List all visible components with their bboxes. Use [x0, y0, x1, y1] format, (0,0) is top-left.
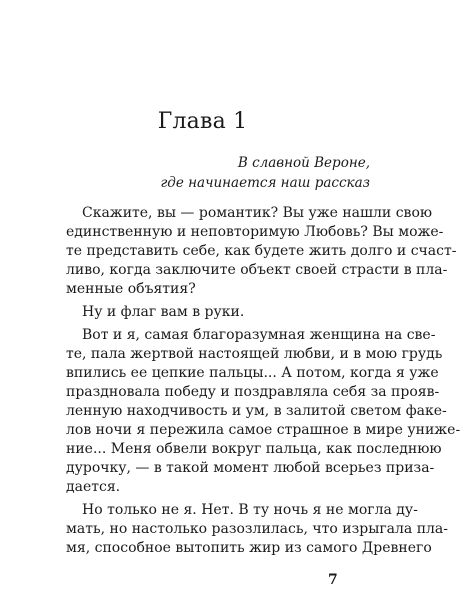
paragraph-line: менные объятия? — [66, 281, 196, 297]
paragraph-line: ленную находчивость и ум, в залитой светом факе- — [66, 403, 447, 419]
paragraph-line: Но только не я. Нет. В ту ночь я не могла ду- — [82, 502, 418, 518]
epigraph-line-1: В славной Вероне, — [237, 155, 370, 171]
paragraph-line: Ну и флаг вам в руки. — [82, 304, 245, 320]
paragraph-line: лов ночи я пережила самое страшное в мире униже- — [66, 422, 460, 438]
paragraph-line: Вот и я, самая благоразумная женщина на све- — [82, 327, 436, 343]
page-number: 7 — [328, 572, 338, 588]
chapter-title: Глава 1 — [157, 109, 248, 134]
paragraph-line: ние... Меня обвели вокруг пальца, как последнюю — [66, 441, 442, 457]
paragraph-line: мя, способное вытопить жир из самого Древнего — [66, 540, 432, 556]
paragraph-line: те, пала жертвой настоящей любви, и в мою грудь — [66, 346, 443, 362]
paragraph-line: впились ее цепкие пальцы... А потом, когда я уже — [66, 365, 439, 381]
paragraph-line: дается. — [66, 479, 121, 495]
epigraph-line-2: где начинается наш рассказ — [160, 175, 370, 191]
paragraph-line: праздновала победу и поздравляла себя за прояв- — [66, 384, 440, 400]
paragraph-line: ливо, когда заключите объект своей страсти в пла- — [66, 262, 448, 278]
paragraph-line: единственную и неповторимую Любовь? Вы може- — [66, 224, 444, 240]
paragraph-line: дурочку, — в такой момент любой всерьез призa- — [66, 460, 435, 476]
paragraph-line: Скажите, вы — романтик? Вы уже нашли свою — [82, 205, 433, 221]
paragraph-line: мать, но настолько разозлилась, что изрыгала пла- — [66, 521, 449, 537]
paragraph-line: те представить себе, как будете жить долго и счаст- — [66, 243, 457, 259]
